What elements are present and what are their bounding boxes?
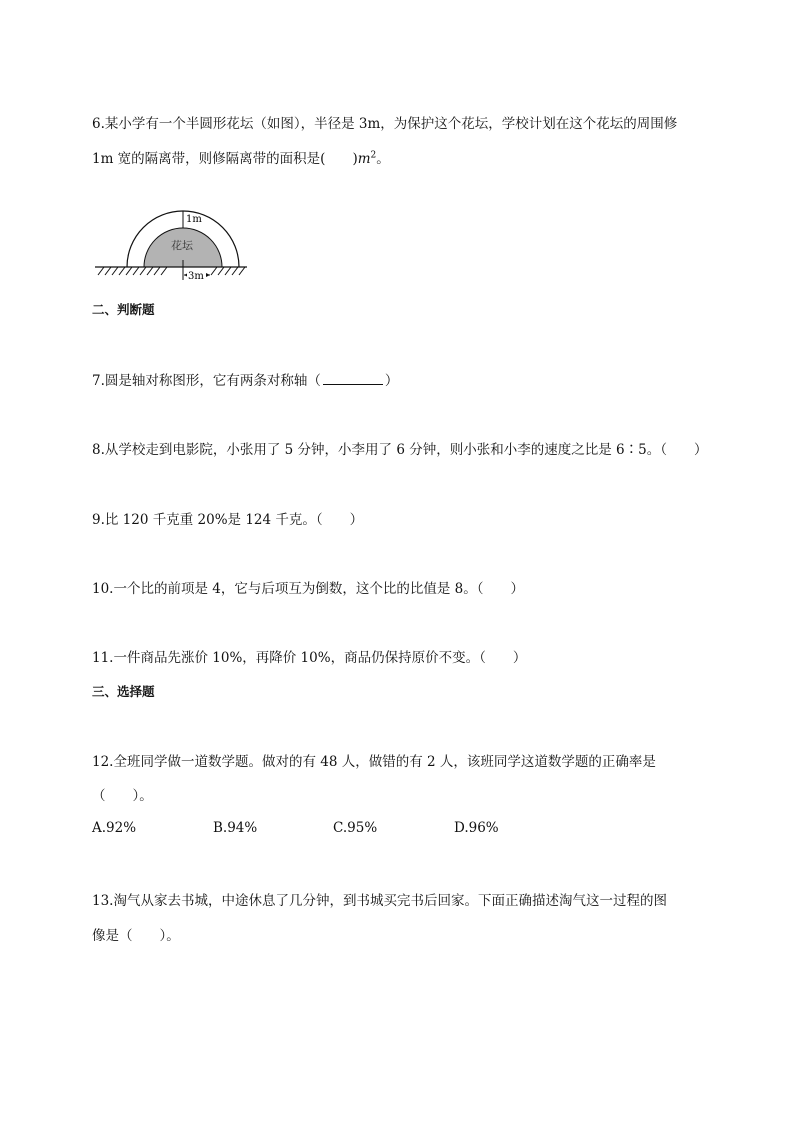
q12-text-line2: （ ）。	[92, 788, 153, 804]
q13-text-line2: 像是（ ）。	[92, 928, 180, 944]
semicircle-figure	[92, 205, 262, 285]
q8-text: 8.从学校走到电影院，小张用了 5 分钟，小李用了 6 分钟，则小张和小李的速度之比是 6∶5。（ ）	[92, 442, 708, 458]
q6-text-line2	[92, 147, 390, 167]
q12-text-line1: 12.全班同学做一道数学题。做对的有 48 人，做错的有 2 人，该班同学这道数学题的正确率是	[92, 754, 656, 770]
q13-text-line1: 13.淘气从家去书城，中途休息了几分钟，到书城买完书后回家。下面正确描述淘气这一过程的图	[92, 893, 667, 909]
q7-suffix: ）	[384, 373, 399, 389]
width-label: 1m	[186, 214, 202, 225]
q12-option-b[interactable]: B.94%	[213, 820, 258, 836]
unit-exponent: 2	[370, 150, 377, 161]
q7-text	[92, 369, 398, 389]
q7-answer-blank[interactable]	[323, 372, 383, 385]
q11-text: 11.一件商品先涨价 10%，再降价 10%，商品仍保持原价不变。（ ）	[92, 650, 527, 666]
q12-option-d[interactable]: D.96%	[454, 820, 499, 836]
inner-label: 花坛	[171, 239, 193, 252]
q6-text-line2-suffix: 。	[376, 151, 390, 167]
q12-option-c[interactable]: C.95%	[333, 820, 378, 836]
q10-text: 10.一个比的前项是 4，它与后项互为倒数，这个比的比值是 8。（ ）	[92, 581, 524, 597]
q6-text-line2-prefix: 1m 宽的隔离带，则修隔离带的面积是( )	[92, 151, 358, 167]
unit-base: m	[357, 151, 371, 167]
section-3-title: 三、选择题	[92, 684, 155, 699]
q12-option-a[interactable]: A.92%	[92, 820, 137, 836]
q9-text: 9.比 120 千克重 20%是 124 千克。（ ）	[92, 512, 364, 528]
q7-prefix: 7.圆是轴对称图形，它有两条对称轴（	[92, 373, 321, 389]
q6-text-line1: 6.某小学有一个半圆形花坛（如图），半径是 3m，为保护这个花坛，学校计划在这个花坛的周围修	[92, 116, 678, 132]
section-2-title: 二、判断题	[92, 302, 155, 317]
radius-label: 3m	[188, 271, 204, 282]
